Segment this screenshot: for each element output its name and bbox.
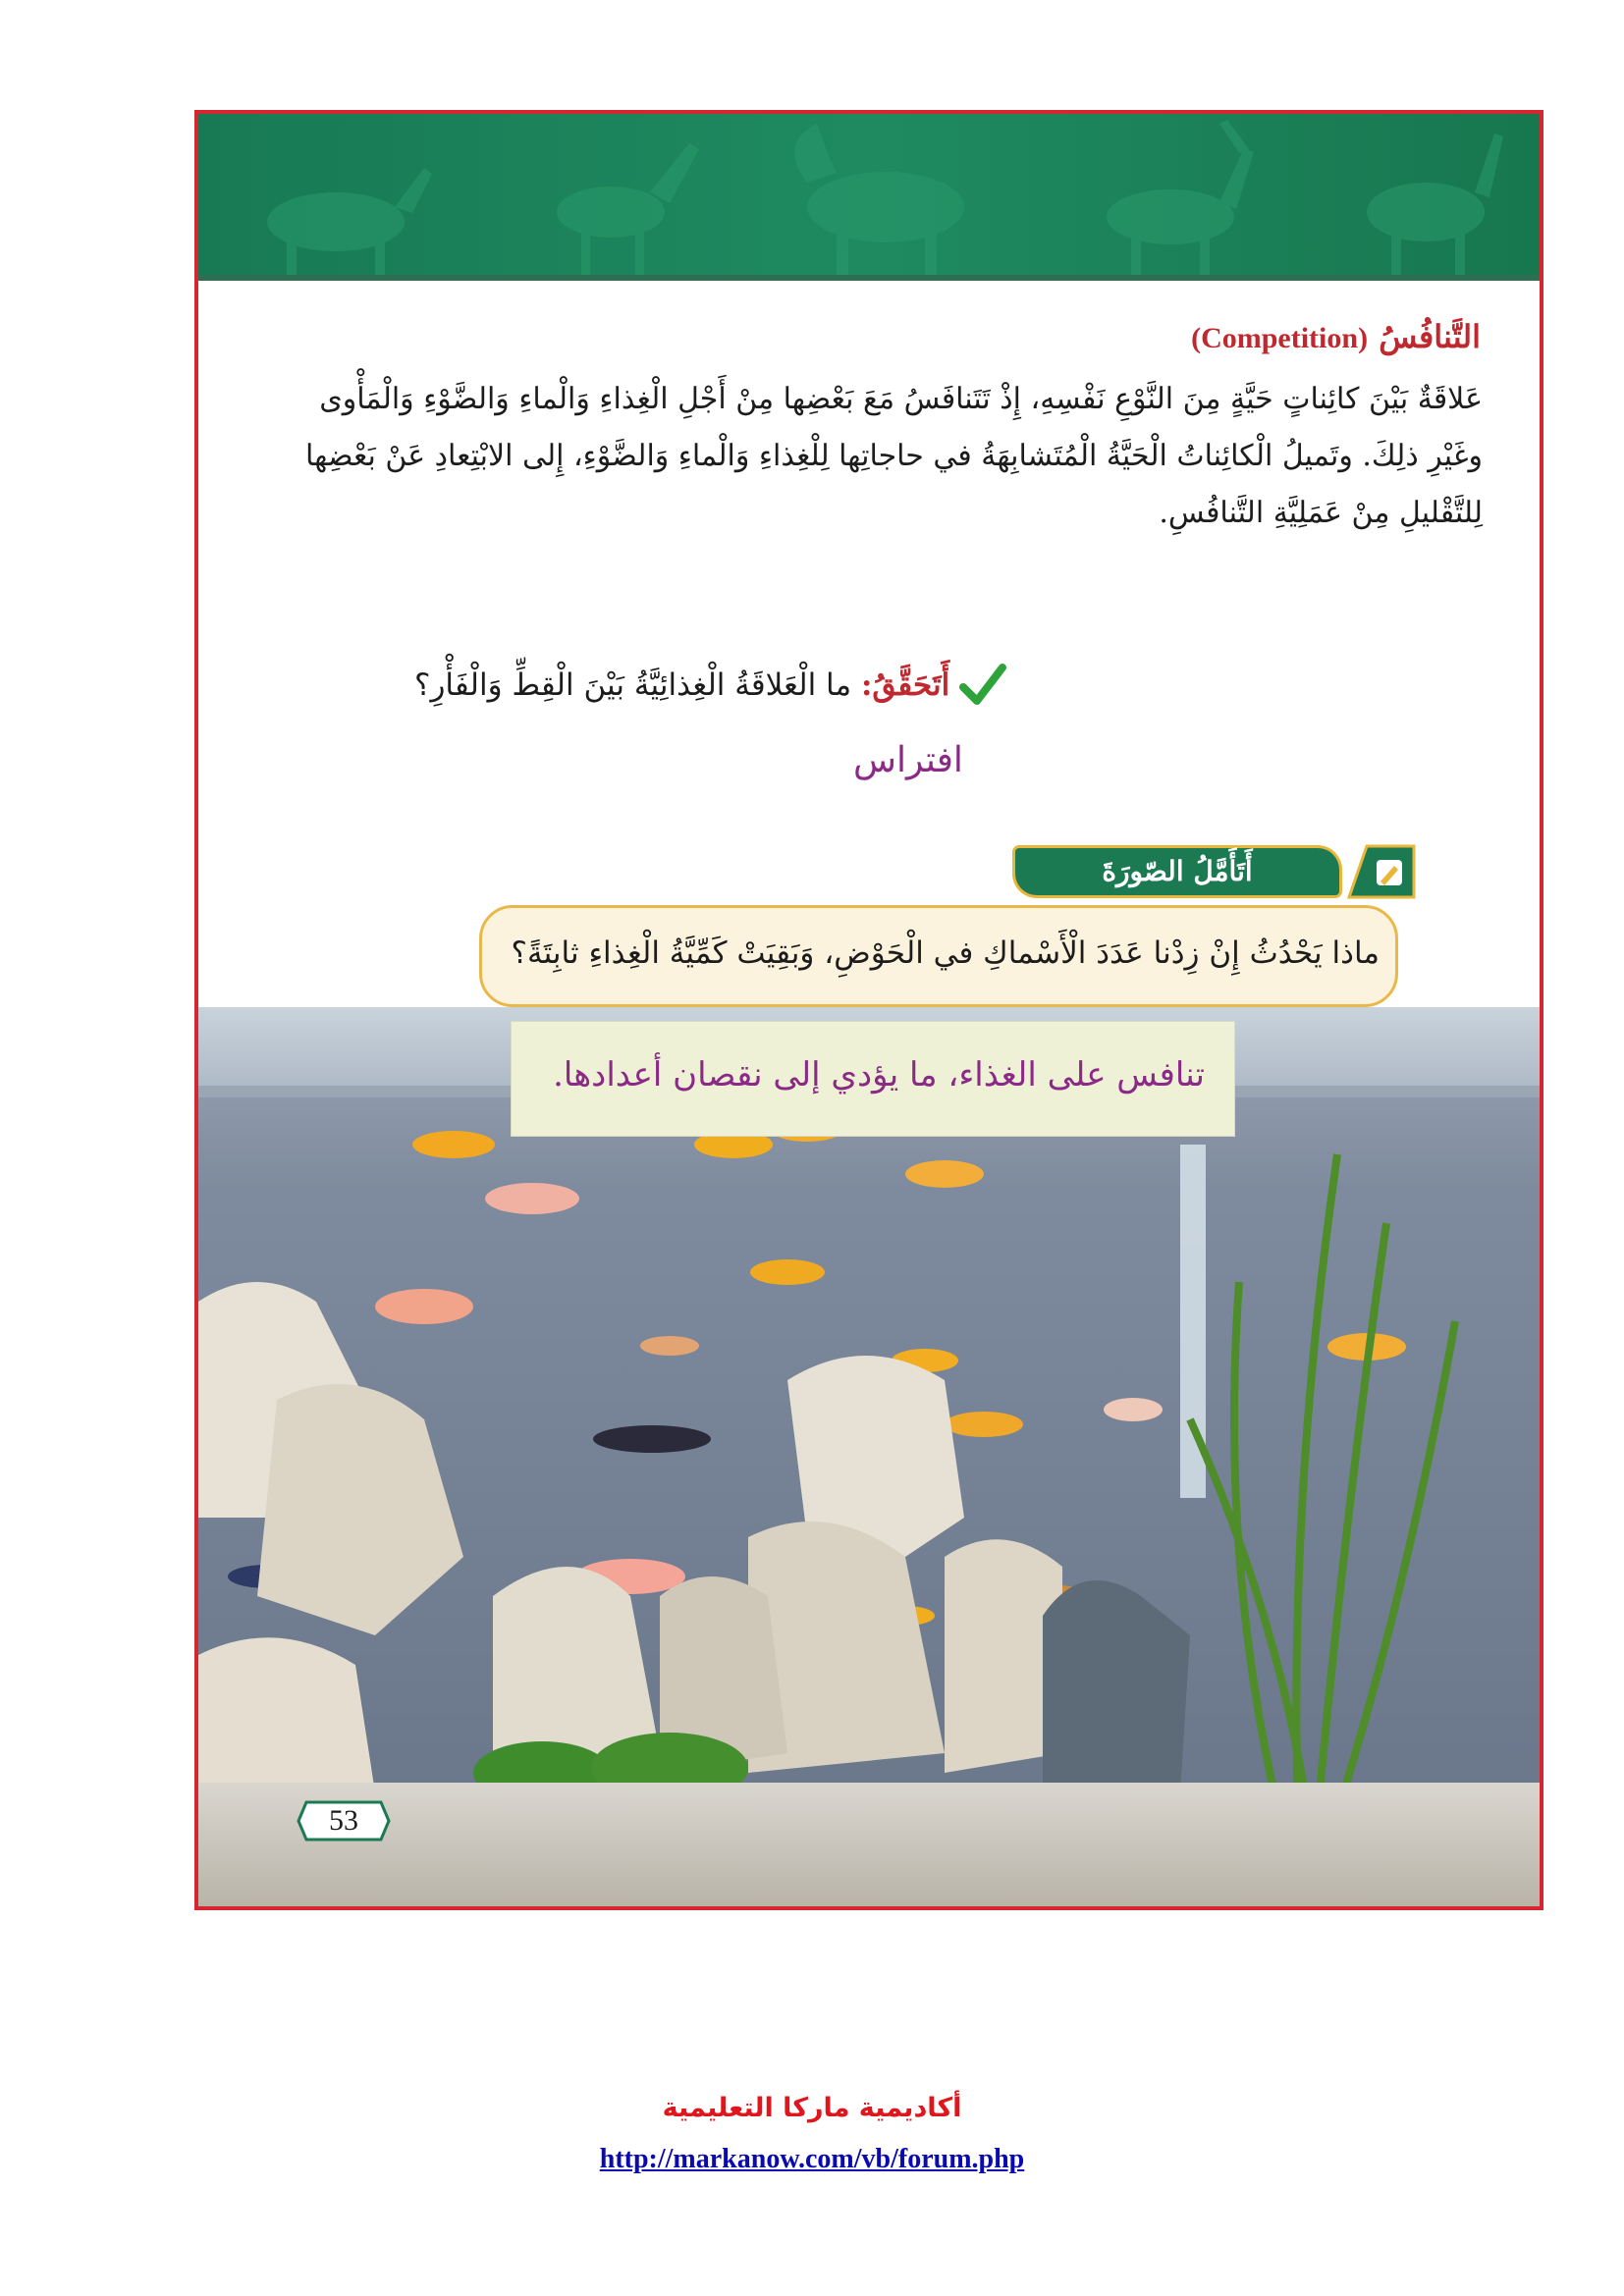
observe-answer-box [511, 1021, 1235, 1137]
page-number: 53 [329, 1804, 358, 1837]
footer-academy-name: أكاديمية ماركا التعليمية [662, 2093, 962, 2123]
animal-silhouettes-decoration [198, 114, 1540, 275]
check-label: أَتَحَقَّقُ: [860, 667, 950, 703]
section-title-en: (Competition) [1191, 322, 1369, 354]
observe-answer: تنافس على الغذاء، ما يؤدي إلى نقصان أعدادها. [553, 1055, 1205, 1095]
aquarium-photo [198, 1007, 1540, 1910]
section-title-ar: التَّنافُسُ [1379, 318, 1481, 355]
check-icon [959, 662, 1006, 709]
page-number-badge [297, 1800, 391, 1842]
aquarium-illustration [198, 1007, 1540, 1910]
check-question: ما الْعَلاقَةُ الْغِذائِيَّةُ بَيْنَ الْقِطِّ وَالْفَأْرِ؟ [414, 667, 852, 703]
check-answer: افتراس [853, 740, 963, 780]
check-text [414, 667, 949, 703]
section-title [793, 318, 1481, 355]
check-question-row [414, 662, 1494, 709]
observe-tab: أَتَأَمَّلُ الصّورَةَ [1015, 848, 1339, 895]
sand-bottom [198, 1783, 1540, 1910]
section-paragraph: عَلاقَةٌ بَيْنَ كائِناتٍ حَيَّةٍ مِنَ النَّوْعِ نَفْسِهِ، إِذْ تَتَنافَسُ مَعَ بَعْضِها مِنْ أَجْلِ الْغِذاءِ وَالْماءِ وَالضَّوْءِ وَالْمَأْوى وغَيْرِ ذلِكَ. وتَميلُ الْكائِناتُ الْحَيَّةُ الْمُتَشابِهَةُ في حاجاتِها لِلْغِذاءِ وَالْماءِ وَالضَّوْءِ، إِلى الابْتِعادِ عَنْ بَعْضِها لِلتَّقْليلِ مِنْ عَمَلِيَّةِ التَّنافُسِ. [305, 382, 1483, 530]
header-divider [198, 275, 1540, 281]
observe-question-box [479, 905, 1398, 1007]
header-band [198, 114, 1540, 275]
textbook-page [194, 110, 1543, 1910]
footer-url-link[interactable]: http://markanow.com/vb/forum.php [599, 2144, 1025, 2174]
pencil-book-icon [1347, 844, 1416, 899]
observe-question: ماذا يَحْدُثُ إِنْ زِدْنا عَدَدَ الْأَسْماكِ في الْحَوْضِ، وَبَقِيَتْ كَمِّيَّةُ الْغِذاءِ ثابِتَةً؟ [511, 935, 1380, 971]
